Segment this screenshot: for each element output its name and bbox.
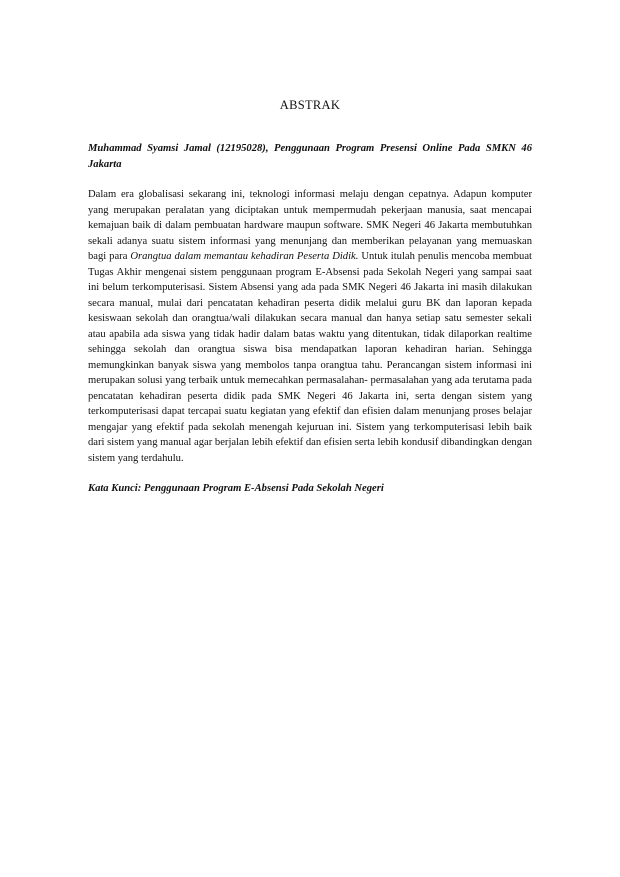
abstract-text-part1: Dalam era globalisasi sekarang ini, teknologi informasi melaju dengan cepatnya. Adapun komputer yang merupakan peralatan yang diciptakan untuk mempermudah pekerjaan manusia, saat mencapai kemajuan baik di dalam pembuatan hardware maupun software. SMK Negeri 46 Jakarta membutuhkan sekali adanya suatu sistem informasi yang menunjang dan memberikan pelayanan yang memuaskan bagi para bbox=[88, 189, 532, 262]
keywords-line: Kata Kunci: Penggunaan Program E-Absensi Pada Sekolah Negeri bbox=[88, 483, 384, 494]
abstract-paragraph bbox=[88, 187, 532, 466]
author-line: Muhammad Syamsi Jamal (12195028), Penggunaan Program Presensi Online Pada SMKN 46 Jakarta bbox=[88, 143, 532, 170]
abstract-content bbox=[88, 141, 532, 497]
abstract-text-italic: Orangtua dalam memantau kehadiran Peserta Didik. bbox=[130, 251, 359, 262]
page-title: ABSTRAK bbox=[279, 98, 341, 113]
abstract-text-part2: Untuk itulah penulis mencoba membuat Tugas Akhir mengenai sistem penggunaan program E-Absensi pada Sekolah Negeri yang sampai saat ini belum terkomputerisasi. Sistem Absensi yang ada pada SMK Negeri 46 Jakarta ini masih dilakukan secara manual, mulai dari pencatatan kehadiran peserta didik melalui guru BK dan laporan kepada kesiswaan sekolah dan orangtua/wali dilakukan secara manual dan hanya setiap satu semester sekali atau apabila ada siswa yang tidak hadir dalam batas waktu yang ditentukan, tidak dilaporkan realtime sehingga sekolah dan orangtua siswa bisa mendapatkan laporan kehadiran harian. Sehingga memungkinkan banyak siswa yang membolos tanpa orangtua tahu. Perancangan sistem informasi ini merupakan solusi yang terbaik untuk memecahkan permasalahan- permasalahan yang ada terutama pada pencatatan kehadiran peserta didik pada SMK Negeri 46 Jakarta ini, serta dengan sistem yang terkomputerisasi dapat tercapai suatu kegiatan yang efektif dan efisien dalam menunjang proses belajar mengajar yang efektif pada sekolah menengah kejuruan ini. Sistem yang terkomputerisasi lebih baik dari sistem yang manual agar berjalan lebih efektif dan efisien serta lebih kondusif dibandingkan dengan sistem yang terdahulu. bbox=[88, 251, 532, 464]
